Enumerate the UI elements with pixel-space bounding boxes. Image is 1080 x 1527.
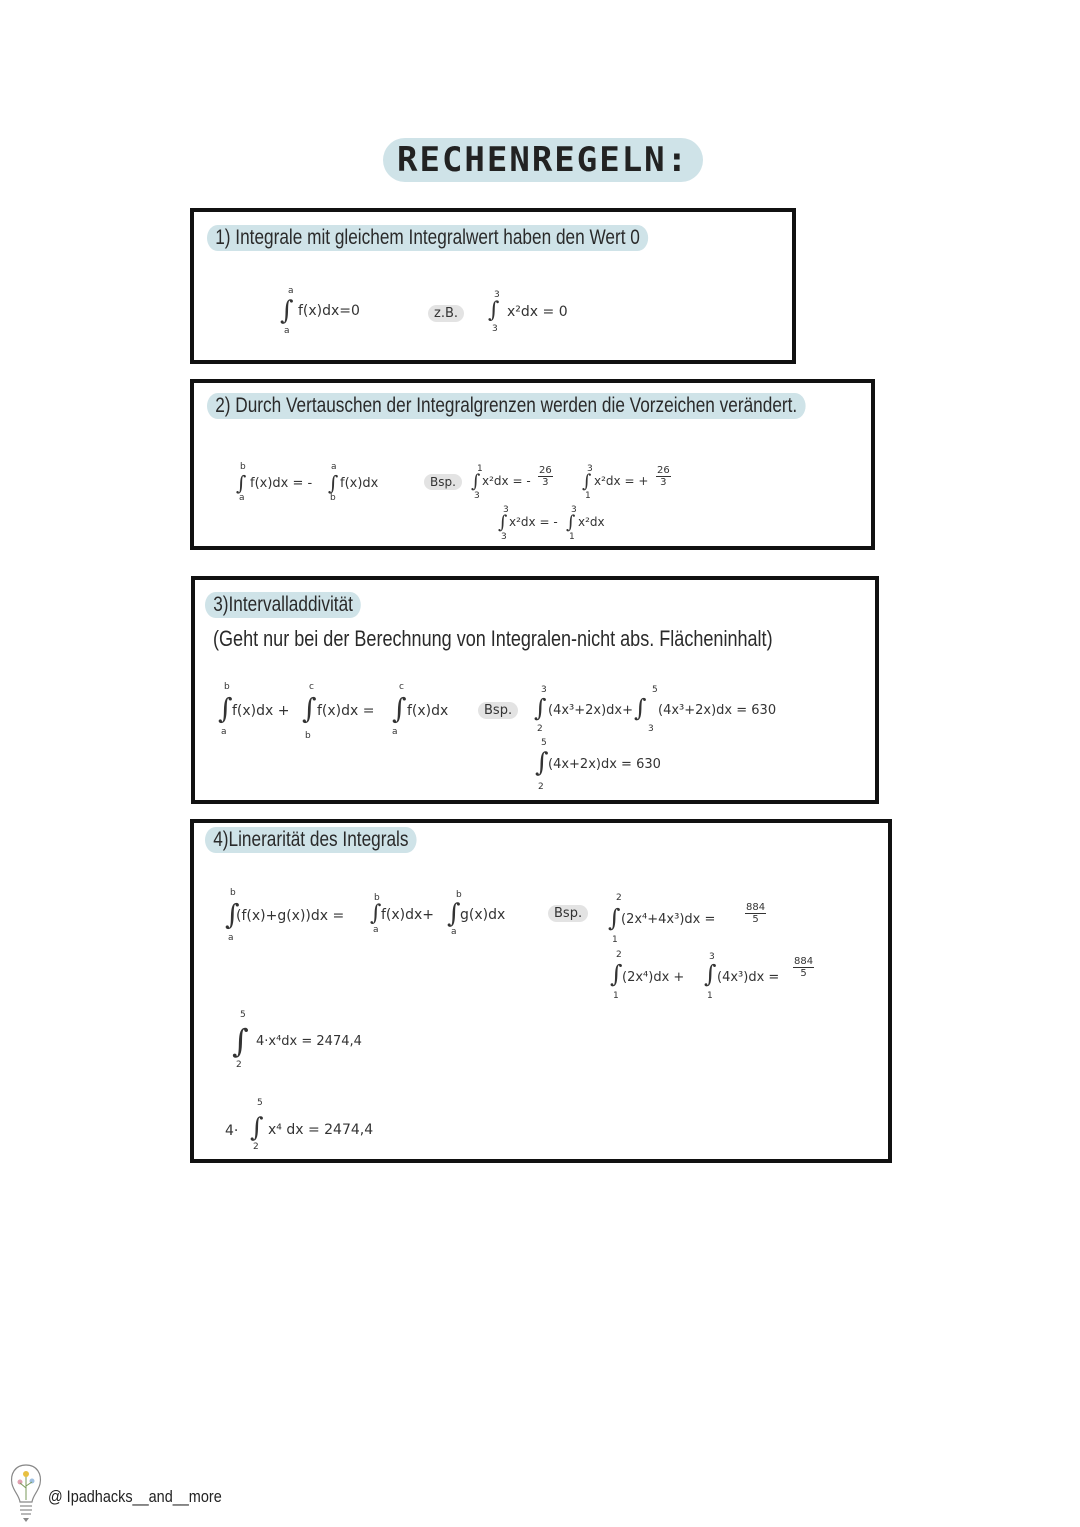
- rule-3-example-label: Bsp.: [478, 703, 518, 718]
- lower-limit: 3: [492, 324, 498, 334]
- upper-limit: 5: [652, 685, 658, 695]
- rule-1-example: x²dx = 0: [507, 304, 568, 320]
- upper-limit: c: [309, 682, 314, 692]
- integral-sign: ∫: [447, 899, 461, 929]
- rule-2-heading: 2) Durch Vertauschen der Integralgrenzen werden die Vorzeichen verändert.: [207, 394, 805, 418]
- integral-sign: ∫: [280, 296, 294, 326]
- lower-limit: 1: [585, 491, 591, 501]
- rule-3-formula-3: f(x)dx: [407, 703, 449, 719]
- integral-sign: ∫: [498, 512, 508, 533]
- fraction-884-5: $\frac{884}{5}$: [746, 902, 766, 925]
- rule-3-example-3: (4x+2x)dx = 630: [548, 757, 661, 772]
- rule-4-formula-3: g(x)dx: [460, 907, 506, 923]
- page-title: RECHENREGELN:: [383, 138, 703, 182]
- rule-1-example-label: z.B.: [428, 306, 464, 321]
- rule-3-example-2: (4x³+2x)dx = 630: [658, 703, 777, 718]
- rule-1-heading: 1) Integrale mit gleichem Integralwert haben den Wert 0: [207, 226, 648, 250]
- upper-limit: 3: [587, 464, 593, 474]
- lower-limit: 2: [538, 782, 544, 792]
- integral-sign: ∫: [328, 471, 339, 495]
- rule-4-box: [190, 819, 892, 1163]
- integral-sign: ∫: [704, 960, 717, 988]
- lower-limit: 1: [613, 991, 619, 1001]
- rule-4-example-2: (2x⁴)dx +: [622, 970, 685, 985]
- upper-limit: a: [331, 462, 337, 472]
- rule-2-example-4: x²dx: [578, 515, 605, 529]
- upper-limit: 2: [616, 950, 622, 960]
- fraction-26-3: $\frac{26}{3}$: [657, 465, 670, 488]
- integral-sign: ∫: [218, 692, 233, 725]
- integral-sign: ∫: [471, 471, 481, 492]
- integral-sign: ∫: [232, 1022, 249, 1060]
- integral-sign: ∫: [250, 1113, 264, 1143]
- lower-limit: 2: [253, 1142, 259, 1152]
- rule-4-calc-2-factor: 4·: [225, 1123, 239, 1139]
- lower-limit: a: [221, 727, 227, 737]
- integral-sign: ∫: [608, 904, 621, 932]
- upper-limit: a: [288, 286, 294, 296]
- upper-limit: 3: [494, 290, 500, 300]
- lower-limit: b: [305, 731, 311, 741]
- rule-4-example-label: Bsp.: [548, 906, 588, 921]
- rule-2-example-2: x²dx = +: [594, 474, 649, 488]
- lower-limit: a: [392, 727, 398, 737]
- fraction-884-5: $\frac{884}{5}$: [794, 956, 814, 979]
- rule-4-formula-2: f(x)dx+: [381, 907, 435, 923]
- lower-limit: 2: [537, 724, 543, 734]
- integral-sign: ∫: [225, 898, 240, 931]
- lightbulb-flower-icon: [8, 1462, 44, 1524]
- rule-2-example-1: x²dx = -: [482, 474, 531, 488]
- rule-2-example-3: x²dx = -: [509, 515, 558, 529]
- rule-1-formula: f(x)dx=0: [298, 303, 360, 319]
- rule-3-subheading: (Geht nur bei der Berechnung von Integralen-nicht abs. Flächeninhalt): [213, 626, 773, 651]
- lower-limit: 3: [474, 491, 480, 501]
- rule-4-example-3: (4x³)dx =: [717, 970, 780, 985]
- upper-limit: 5: [257, 1098, 263, 1108]
- rule-2-example-label: Bsp.: [424, 475, 462, 489]
- lower-limit: a: [284, 326, 290, 336]
- integral-sign: ∫: [634, 694, 647, 722]
- upper-limit: 5: [541, 738, 547, 748]
- upper-limit: c: [399, 682, 404, 692]
- upper-limit: b: [230, 888, 236, 898]
- integral-sign: ∫: [370, 901, 382, 926]
- lower-limit: a: [239, 493, 245, 503]
- upper-limit: 5: [240, 1010, 246, 1020]
- upper-limit: b: [240, 462, 246, 472]
- rule-3-example-1: (4x³+2x)dx+: [548, 703, 634, 718]
- lower-limit: b: [330, 493, 336, 503]
- lower-limit: a: [228, 933, 234, 943]
- rule-4-heading: 4)Linerarität des Integrals: [205, 828, 417, 852]
- rule-2-formula-left: f(x)dx = -: [250, 476, 313, 491]
- upper-limit: b: [224, 682, 230, 692]
- footer-handle: @ Ipadhacks__and__more: [48, 1487, 222, 1506]
- rule-2-formula-right: f(x)dx: [340, 476, 379, 491]
- upper-limit: 3: [541, 685, 547, 695]
- lower-limit: a: [451, 927, 457, 937]
- integral-sign: ∫: [302, 692, 317, 725]
- integral-sign: ∫: [534, 694, 547, 722]
- upper-limit: 2: [616, 893, 622, 903]
- upper-limit: b: [374, 893, 380, 903]
- integral-sign: ∫: [488, 298, 500, 323]
- lower-limit: 3: [501, 532, 507, 542]
- upper-limit: 3: [503, 505, 509, 515]
- integral-sign: ∫: [392, 692, 407, 725]
- lower-limit: a: [373, 925, 379, 935]
- integral-sign: ∫: [566, 512, 576, 533]
- rule-3-formula-2: f(x)dx =: [317, 703, 375, 719]
- integral-sign: ∫: [610, 960, 623, 988]
- integral-sign: ∫: [535, 748, 549, 778]
- lower-limit: 1: [569, 532, 575, 542]
- upper-limit: 3: [709, 952, 715, 962]
- fraction-26-3: $\frac{26}{3}$: [539, 465, 552, 488]
- rule-4-calc-2: x⁴ dx = 2474,4: [268, 1122, 374, 1138]
- lower-limit: 3: [648, 724, 654, 734]
- integral-sign: ∫: [582, 471, 592, 492]
- lower-limit: 1: [612, 935, 618, 945]
- lower-limit: 2: [236, 1060, 242, 1070]
- integral-sign: ∫: [236, 471, 247, 495]
- upper-limit: 1: [477, 464, 483, 474]
- upper-limit: 3: [571, 505, 577, 515]
- rule-3-heading: 3)Intervalladdivität: [205, 593, 361, 617]
- rule-4-calc-1: 4·x⁴dx = 2474,4: [256, 1034, 362, 1049]
- lower-limit: 1: [707, 991, 713, 1001]
- upper-limit: b: [456, 890, 462, 900]
- rule-3-formula-1: f(x)dx +: [232, 703, 290, 719]
- rule-4-formula-1: (f(x)+g(x))dx =: [236, 908, 345, 924]
- rule-4-example-1: (2x⁴+4x³)dx =: [621, 912, 716, 927]
